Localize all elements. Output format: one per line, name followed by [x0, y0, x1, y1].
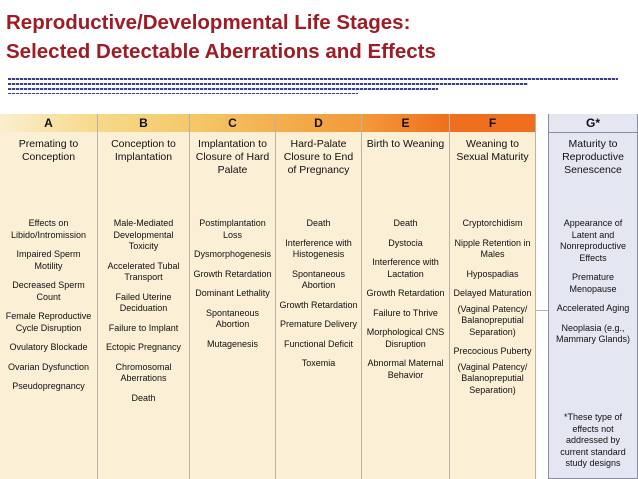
- effect-item: Dominant Lethality: [195, 288, 270, 298]
- effect-item: Premature Delivery: [279, 319, 358, 329]
- decorative-rule: [8, 83, 528, 85]
- effect-item: Toxemia: [301, 358, 336, 368]
- effect-item: Impaired Sperm Motility: [16, 249, 81, 271]
- effect-item: Growth Retardation: [193, 268, 272, 279]
- effects-list: [190, 210, 275, 350]
- effect-item: Death: [393, 218, 418, 228]
- column-letter: B: [98, 114, 189, 132]
- effect-item: Nipple Retention in Males: [454, 237, 531, 259]
- effect-item: Appearance of Latent and Nonreproductive Effects: [559, 218, 627, 263]
- effect-item: Delayed Maturation: [453, 288, 532, 298]
- effect-item: Precocious Puberty: [453, 346, 532, 356]
- life-stage-label: Weaning to Sexual Maturity: [456, 138, 529, 163]
- effect-item: Death: [131, 392, 156, 403]
- effect-item: Dysmorphogenesis: [193, 249, 272, 259]
- life-stage-label: Hard-Palate Closure to End of Pregnancy: [283, 138, 354, 176]
- effect-item: Failure to Implant: [108, 322, 179, 333]
- effect-item: Interference with Histogenesis: [285, 237, 352, 259]
- column-letter: G*: [549, 114, 637, 133]
- life-stages-table: [0, 114, 638, 479]
- effect-item: Interference with Lactation: [372, 257, 439, 279]
- effect-item: Failed Uterine Deciduation: [115, 291, 172, 313]
- footnote: *These type of effects not addressed by current standard study designs: [560, 412, 626, 468]
- effect-item: Spontaneous Abortion: [291, 268, 346, 290]
- slide-title: [6, 8, 626, 66]
- decorative-rule: [8, 78, 618, 80]
- effect-item: Neoplasia (e.g., Mammary Glands): [555, 322, 630, 344]
- effect-item: Postimplantation Loss: [199, 218, 266, 240]
- effects-list: [549, 210, 637, 346]
- effect-item: Chromosomal Aberrations: [115, 361, 172, 383]
- life-stage-label: Premating to Conception: [18, 138, 79, 163]
- life-stage-label: Conception to Implantation: [111, 138, 176, 163]
- effects-list: [0, 210, 97, 393]
- effect-item: Morphological CNS Disruption: [366, 327, 445, 349]
- effect-item: Female Reproductive Cycle Disruption: [5, 311, 92, 333]
- effect-item: Death: [306, 218, 331, 228]
- column-letter: C: [190, 114, 275, 132]
- effect-item: Functional Deficit: [283, 338, 354, 349]
- column-letter: A: [0, 114, 97, 132]
- column-c: [190, 114, 276, 479]
- effect-item: (Vaginal Patency/ Balanopreputial Separation): [457, 303, 528, 337]
- life-stage-label: Maturity to Reproductive Senescence: [562, 138, 624, 176]
- effect-item: Ovarian Dysfunction: [7, 361, 90, 372]
- effect-item: Pseudopregnancy: [12, 381, 85, 391]
- column-b: [98, 114, 190, 479]
- column-a: [0, 114, 98, 479]
- effects-list: [450, 210, 535, 396]
- effect-item: Growth Retardation: [279, 299, 358, 310]
- decorative-rule: [8, 93, 358, 94]
- effect-item: Decreased Sperm Count: [12, 280, 85, 302]
- effect-item: Accelerated Aging: [556, 303, 630, 313]
- effect-item: Effects on Libido/Intromission: [10, 218, 87, 240]
- title-line-2: Selected Detectable Aberrations and Effects: [6, 40, 436, 63]
- effect-item: Ectopic Pregnancy: [105, 342, 182, 352]
- column-letter: E: [362, 114, 449, 132]
- effect-item: Failure to Thrive: [373, 307, 438, 318]
- effect-item: (Vaginal Patency/ Balanopreputial Separation): [457, 361, 528, 395]
- effect-item: Premature Menopause: [569, 272, 617, 294]
- column-f: [450, 114, 536, 479]
- effects-list: [362, 210, 449, 381]
- title-line-1: Reproductive/Developmental Life Stages:: [6, 11, 411, 34]
- effect-item: Cryptorchidism: [462, 218, 523, 228]
- decorative-rule: [8, 88, 438, 90]
- column-g: [548, 114, 638, 479]
- effect-item: Abnormal Maternal Behavior: [367, 358, 444, 380]
- effect-item: Ovulatory Blockade: [9, 342, 88, 352]
- effect-item: Growth Retardation: [366, 288, 445, 298]
- effect-item: Spontaneous Abortion: [205, 307, 260, 329]
- column-e: [362, 114, 450, 479]
- effects-list: [276, 210, 361, 370]
- life-stage-label: Birth to Weaning: [366, 138, 445, 150]
- column-d: [276, 114, 362, 479]
- column-letter: D: [276, 114, 361, 132]
- column-letter: F: [450, 114, 535, 132]
- effects-list: [98, 210, 189, 404]
- life-stage-label: Implantation to Closure of Hard Palate: [195, 138, 270, 176]
- effect-item: Male-Mediated Developmental Toxicity: [113, 218, 174, 251]
- effect-item: Dystocia: [388, 237, 423, 248]
- effect-item: Hypospadias: [466, 268, 519, 279]
- effect-item: Mutagenesis: [206, 338, 259, 349]
- effect-item: Accelerated Tubal Transport: [107, 260, 180, 282]
